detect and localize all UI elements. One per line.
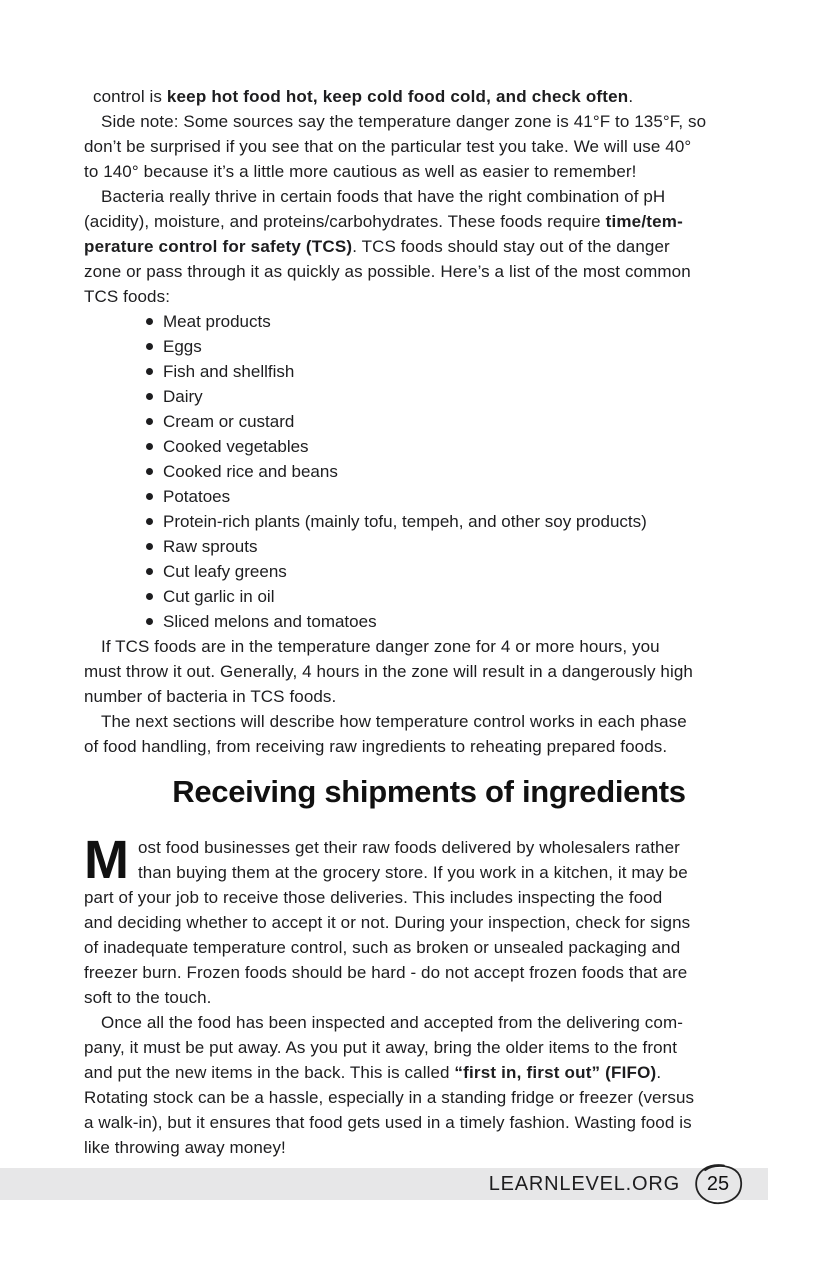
list-item: Cut garlic in oil xyxy=(84,584,774,609)
section-heading: Receiving shipments of ingredients xyxy=(172,774,686,809)
text-line: and put the new items in the back. This is called “first in, first out” (FIFO). xyxy=(84,1063,662,1082)
text-line: than buying them at the grocery store. If you work in a kitchen, it may be xyxy=(137,863,688,882)
paragraph xyxy=(84,84,774,184)
text-line: of food handling, from receiving raw ingredients to reheating prepared foods. xyxy=(84,737,668,756)
bullet-list xyxy=(84,309,774,634)
drop-cap: M xyxy=(84,830,129,890)
text-line: Rotating stock can be a hassle, especially in a standing fridge or freezer (versus xyxy=(84,1088,695,1107)
text-line: and deciding whether to accept it or not. During your inspection, check for signs xyxy=(84,913,691,932)
text-line: If TCS foods are in the temperature danger zone for 4 or more hours, you xyxy=(101,637,660,656)
text-line: freezer burn. Frozen foods should be hard - do not accept frozen foods that are xyxy=(84,963,688,982)
footer-site-url: LEARNLEVEL.ORG xyxy=(488,1172,680,1195)
text-line: ost food businesses get their raw foods delivered by wholesalers rather xyxy=(137,838,680,857)
list-item: Fish and shellfish xyxy=(84,359,774,384)
list-item: Cooked vegetables xyxy=(84,434,774,459)
text-line: Side note: Some sources say the temperature danger zone is 41°F to 135°F, so xyxy=(101,112,707,131)
text-line: of inadequate temperature control, such as broken or unsealed packaging and xyxy=(84,938,681,957)
text-line: part of your job to receive those deliveries. This includes inspecting the food xyxy=(84,888,663,907)
text-line: pany, it must be put away. As you put it away, bring the older items to the front xyxy=(84,1038,678,1057)
list-item: Cream or custard xyxy=(84,409,774,434)
list-item: Sliced melons and tomatoes xyxy=(84,609,774,634)
text-line: (acidity), moisture, and proteins/carbohydrates. These foods require time/tem- xyxy=(84,212,683,231)
text-line: perature control for safety (TCS). TCS foods should stay out of the danger xyxy=(84,237,670,256)
paragraph xyxy=(84,1010,774,1160)
page-number: 25 xyxy=(706,1172,730,1195)
text-line: a walk-in), but it ensures that food gets used in a timely fashion. Wasting food is xyxy=(84,1113,692,1132)
list-item: Cut leafy greens xyxy=(84,559,774,584)
text-line: soft to the touch. xyxy=(84,988,212,1007)
paragraph xyxy=(84,709,774,759)
text-line: Once all the food has been inspected and accepted from the delivering com- xyxy=(101,1013,683,1032)
footer-bar xyxy=(0,1168,768,1200)
list-item: Cooked rice and beans xyxy=(84,459,774,484)
text-line: control is keep hot food hot, keep cold food cold, and check often. xyxy=(93,87,634,106)
list-item: Raw sprouts xyxy=(84,534,774,559)
list-item: Meat products xyxy=(84,309,774,334)
dropcap-paragraph xyxy=(84,830,774,1010)
text-line: The next sections will describe how temperature control works in each phase xyxy=(101,712,687,731)
text-line: don’t be surprised if you see that on the particular test you take. We will use 40° xyxy=(84,137,692,156)
paragraph xyxy=(84,184,774,309)
text-line: TCS foods: xyxy=(84,287,171,306)
text-line: like throwing away money! xyxy=(84,1138,286,1157)
text-line: Bacteria really thrive in certain foods that have the right combination of pH xyxy=(101,187,666,206)
page-content xyxy=(84,84,774,1160)
text-line: must throw it out. Generally, 4 hours in the zone will result in a dangerously high xyxy=(84,662,693,681)
paragraph xyxy=(84,634,774,709)
text-line: to 140° because it’s a little more cautious as well as easier to remember! xyxy=(84,162,637,181)
page-number-badge xyxy=(692,1168,744,1200)
list-item: Potatoes xyxy=(84,484,774,509)
text-line: zone or pass through it as quickly as possible. Here’s a list of the most common xyxy=(84,262,691,281)
list-item: Eggs xyxy=(84,334,774,359)
list-item: Protein-rich plants (mainly tofu, tempeh, and other soy products) xyxy=(84,509,774,534)
list-item: Dairy xyxy=(84,384,774,409)
text-line: number of bacteria in TCS foods. xyxy=(84,687,337,706)
